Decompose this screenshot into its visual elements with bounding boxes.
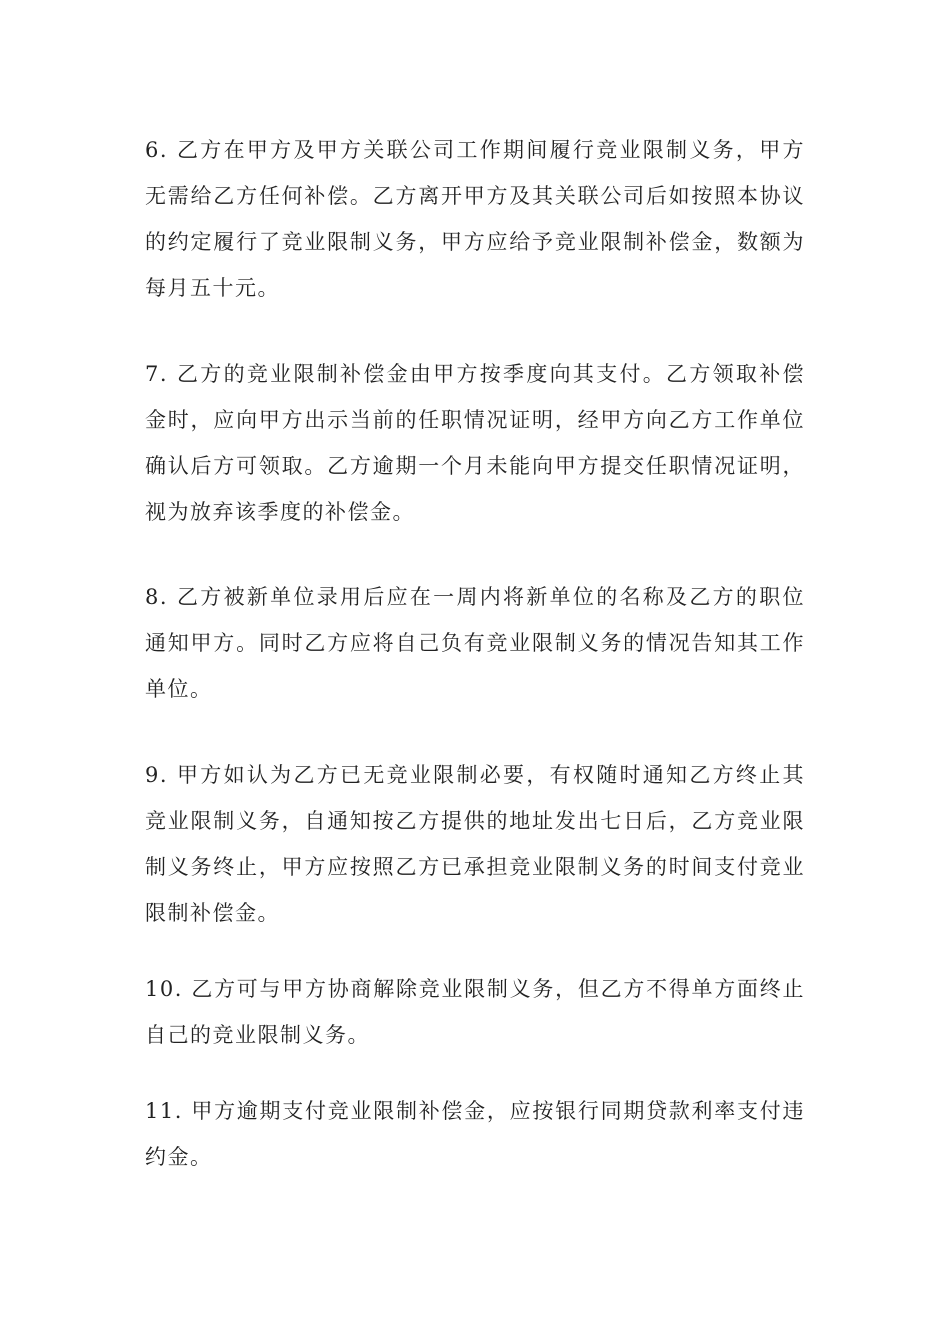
clause-8 [145,574,805,712]
clause-text: 乙方的竞业限制补偿金由甲方按季度向其支付。乙方领取补偿金时，应向甲方出示当前的任职情况证明，经甲方向乙方工作单位确认后方可领取。乙方逾期一个月未能向甲方提交任职情况证明，视为放弃该季度的补偿金。 [145,362,805,524]
clause-number: 9. [145,763,169,787]
clause-7 [145,351,805,535]
clause-number: 10. [145,977,183,1001]
clause-text: 乙方在甲方及甲方关联公司工作期间履行竞业限制义务，甲方无需给乙方任何补偿。乙方离开甲方及其关联公司后如按照本协议的约定履行了竞业限制义务，甲方应给予竞业限制补偿金，数额为每月五十元。 [145,138,805,300]
clause-number: 6. [145,138,169,162]
clause-number: 8. [145,585,169,609]
clause-11 [145,1088,805,1180]
clause-10 [145,966,805,1058]
clause-6 [145,127,805,311]
clause-number: 11. [145,1099,183,1123]
clause-text: 甲方逾期支付竞业限制补偿金，应按银行同期贷款利率支付违约金。 [145,1099,805,1169]
clause-text: 乙方可与甲方协商解除竞业限制义务，但乙方不得单方面终止自己的竞业限制义务。 [145,977,805,1047]
clause-text: 乙方被新单位录用后应在一周内将新单位的名称及乙方的职位通知甲方。同时乙方应将自己负有竞业限制义务的情况告知其工作单位。 [145,585,805,701]
clause-9 [145,752,805,936]
clause-text: 甲方如认为乙方已无竞业限制必要，有权随时通知乙方终止其竞业限制义务，自通知按乙方提供的地址发出七日后，乙方竞业限制义务终止，甲方应按照乙方已承担竞业限制义务的时间支付竞业限制补偿金。 [145,763,805,925]
clause-number: 7. [145,362,169,386]
